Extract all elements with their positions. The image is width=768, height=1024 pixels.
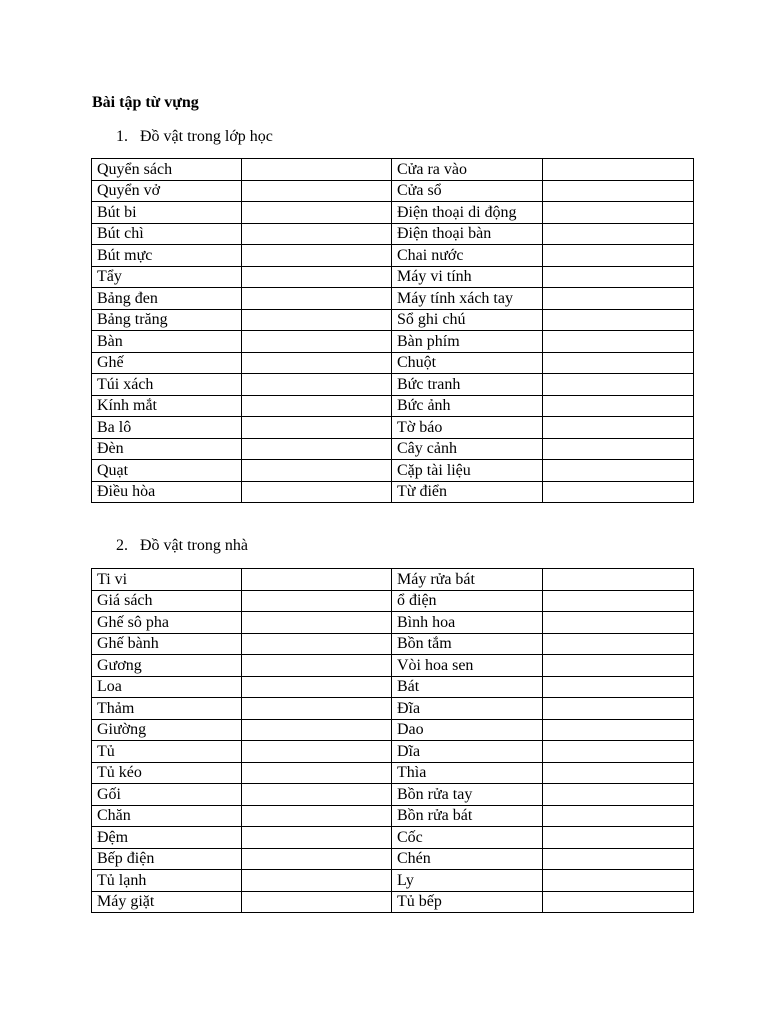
vocab-term-cell: Chăn <box>92 805 242 827</box>
vocab-term-cell: Từ điển <box>392 481 543 503</box>
table-row <box>92 698 694 720</box>
section-number: 2. <box>116 537 128 554</box>
answer-cell[interactable] <box>242 633 392 655</box>
table-row <box>92 481 694 503</box>
table-row <box>92 590 694 612</box>
answer-cell[interactable] <box>242 698 392 720</box>
vocab-term-cell: Thìa <box>392 762 543 784</box>
answer-cell[interactable] <box>543 719 694 741</box>
answer-cell[interactable] <box>543 569 694 591</box>
vocab-term-cell: Chai nước <box>392 245 543 267</box>
table-row <box>92 223 694 245</box>
vocab-term-cell: Cặp tài liệu <box>392 460 543 482</box>
vocab-term-cell: Quạt <box>92 460 242 482</box>
answer-cell[interactable] <box>242 309 392 331</box>
table-row <box>92 460 694 482</box>
vocab-term-cell: Túi xách <box>92 374 242 396</box>
vocab-term-cell: Điều hòa <box>92 481 242 503</box>
answer-cell[interactable] <box>242 805 392 827</box>
vocab-term-cell: Cửa ra vào <box>392 159 543 181</box>
vocab-term-cell: Bút chì <box>92 223 242 245</box>
answer-cell[interactable] <box>543 633 694 655</box>
vocab-table-home <box>91 568 694 913</box>
vocab-term-cell: Đèn <box>92 438 242 460</box>
vocab-term-cell: Quyển sách <box>92 159 242 181</box>
vocab-term-cell: Bình hoa <box>392 612 543 634</box>
document-title: Bài tập từ vựng <box>92 94 199 111</box>
vocab-term-cell: Gương <box>92 655 242 677</box>
answer-cell[interactable] <box>543 417 694 439</box>
answer-cell[interactable] <box>543 245 694 267</box>
vocab-term-cell: Bồn tắm <box>392 633 543 655</box>
vocab-term-cell: Bàn <box>92 331 242 353</box>
answer-cell[interactable] <box>543 438 694 460</box>
answer-cell[interactable] <box>543 309 694 331</box>
vocab-term-cell: Bếp điện <box>92 848 242 870</box>
answer-cell[interactable] <box>242 266 392 288</box>
vocab-term-cell: Bát <box>392 676 543 698</box>
vocab-term-cell: Ba lô <box>92 417 242 439</box>
answer-cell[interactable] <box>242 655 392 677</box>
vocab-term-cell: Dao <box>392 719 543 741</box>
answer-cell[interactable] <box>242 891 392 913</box>
table-row <box>92 741 694 763</box>
answer-cell[interactable] <box>242 590 392 612</box>
answer-cell[interactable] <box>543 655 694 677</box>
vocab-term-cell: Máy vi tính <box>392 266 543 288</box>
answer-cell[interactable] <box>543 288 694 310</box>
answer-cell[interactable] <box>242 870 392 892</box>
vocab-term-cell: Máy giặt <box>92 891 242 913</box>
table-row <box>92 848 694 870</box>
vocab-term-cell: Bảng trăng <box>92 309 242 331</box>
vocab-term-cell: Vòi hoa sen <box>392 655 543 677</box>
vocab-term-cell: Cây cảnh <box>392 438 543 460</box>
answer-cell[interactable] <box>543 159 694 181</box>
answer-cell[interactable] <box>242 288 392 310</box>
vocab-term-cell: Gối <box>92 784 242 806</box>
table-row <box>92 180 694 202</box>
answer-cell[interactable] <box>242 223 392 245</box>
vocab-term-cell: Bút mực <box>92 245 242 267</box>
table-row <box>92 438 694 460</box>
vocab-term-cell: Thảm <box>92 698 242 720</box>
section-heading-classroom <box>116 128 273 146</box>
vocab-term-cell: Bức tranh <box>392 374 543 396</box>
table-row <box>92 202 694 224</box>
vocab-term-cell: Giá sách <box>92 590 242 612</box>
table-row <box>92 266 694 288</box>
answer-cell[interactable] <box>543 223 694 245</box>
table-row <box>92 719 694 741</box>
answer-cell[interactable] <box>543 331 694 353</box>
vocab-term-cell: Chén <box>392 848 543 870</box>
answer-cell[interactable] <box>242 612 392 634</box>
vocab-term-cell: Chuột <box>392 352 543 374</box>
answer-cell[interactable] <box>543 202 694 224</box>
answer-cell[interactable] <box>543 848 694 870</box>
vocab-term-cell: Kính mắt <box>92 395 242 417</box>
vocab-term-cell: Đĩa <box>392 698 543 720</box>
vocab-term-cell: Bút bi <box>92 202 242 224</box>
answer-cell[interactable] <box>543 180 694 202</box>
answer-cell[interactable] <box>242 848 392 870</box>
vocab-term-cell: Cửa sổ <box>392 180 543 202</box>
section-title: Đồ vật trong nhà <box>140 537 248 554</box>
answer-cell[interactable] <box>543 590 694 612</box>
answer-cell[interactable] <box>543 676 694 698</box>
vocab-term-cell: Loa <box>92 676 242 698</box>
vocab-term-cell: ổ điện <box>392 590 543 612</box>
answer-cell[interactable] <box>543 395 694 417</box>
vocab-term-cell: Dĩa <box>392 741 543 763</box>
vocab-term-cell: Tủ kéo <box>92 762 242 784</box>
table-row <box>92 612 694 634</box>
answer-cell[interactable] <box>242 417 392 439</box>
vocab-term-cell: Bồn rửa tay <box>392 784 543 806</box>
vocab-term-cell: Giường <box>92 719 242 741</box>
vocab-term-cell: Sổ ghi chú <box>392 309 543 331</box>
answer-cell[interactable] <box>242 352 392 374</box>
vocab-term-cell: Điện thoại bàn <box>392 223 543 245</box>
answer-cell[interactable] <box>242 676 392 698</box>
answer-cell[interactable] <box>242 719 392 741</box>
answer-cell[interactable] <box>242 762 392 784</box>
table-row <box>92 891 694 913</box>
answer-cell[interactable] <box>242 159 392 181</box>
table-row <box>92 417 694 439</box>
table-row <box>92 676 694 698</box>
table-row <box>92 331 694 353</box>
table-row <box>92 352 694 374</box>
answer-cell[interactable] <box>242 180 392 202</box>
table-row <box>92 762 694 784</box>
answer-cell[interactable] <box>242 374 392 396</box>
answer-cell[interactable] <box>543 612 694 634</box>
answer-cell[interactable] <box>543 481 694 503</box>
table-row <box>92 784 694 806</box>
section-title: Đồ vật trong lớp học <box>140 128 273 145</box>
vocab-term-cell: Bức ảnh <box>392 395 543 417</box>
answer-cell[interactable] <box>242 331 392 353</box>
answer-cell[interactable] <box>543 827 694 849</box>
vocab-term-cell: Ghế bành <box>92 633 242 655</box>
table-row <box>92 633 694 655</box>
table-row <box>92 870 694 892</box>
vocab-term-cell: Cốc <box>392 827 543 849</box>
answer-cell[interactable] <box>543 460 694 482</box>
answer-cell[interactable] <box>242 438 392 460</box>
answer-cell[interactable] <box>242 245 392 267</box>
answer-cell[interactable] <box>543 805 694 827</box>
answer-cell[interactable] <box>543 762 694 784</box>
table-row <box>92 288 694 310</box>
table-row <box>92 805 694 827</box>
table-row <box>92 245 694 267</box>
vocab-term-cell: Tờ báo <box>392 417 543 439</box>
vocab-term-cell: Điện thoại di động <box>392 202 543 224</box>
answer-cell[interactable] <box>242 827 392 849</box>
vocab-term-cell: Tủ <box>92 741 242 763</box>
vocab-term-cell: Tẩy <box>92 266 242 288</box>
vocab-term-cell: Ghế <box>92 352 242 374</box>
answer-cell[interactable] <box>242 741 392 763</box>
vocab-term-cell: Bồn rửa bát <box>392 805 543 827</box>
answer-cell[interactable] <box>242 395 392 417</box>
vocab-term-cell: Tủ lạnh <box>92 870 242 892</box>
table-row <box>92 374 694 396</box>
answer-cell[interactable] <box>543 374 694 396</box>
answer-cell[interactable] <box>543 741 694 763</box>
table-row <box>92 827 694 849</box>
vocab-term-cell: Máy tính xách tay <box>392 288 543 310</box>
answer-cell[interactable] <box>543 352 694 374</box>
answer-cell[interactable] <box>242 784 392 806</box>
vocab-term-cell: Bàn phím <box>392 331 543 353</box>
table-row <box>92 159 694 181</box>
answer-cell[interactable] <box>543 266 694 288</box>
vocab-term-cell: Tủ bếp <box>392 891 543 913</box>
answer-cell[interactable] <box>543 784 694 806</box>
answer-cell[interactable] <box>242 569 392 591</box>
answer-cell[interactable] <box>242 481 392 503</box>
vocab-term-cell: Máy rửa bát <box>392 569 543 591</box>
vocab-table-classroom <box>91 158 694 503</box>
vocab-term-cell: Ly <box>392 870 543 892</box>
table-row <box>92 655 694 677</box>
answer-cell[interactable] <box>242 202 392 224</box>
table-row <box>92 395 694 417</box>
vocab-term-cell: Ghế sô pha <box>92 612 242 634</box>
answer-cell[interactable] <box>543 870 694 892</box>
vocab-term-cell: Bảng đen <box>92 288 242 310</box>
table-row <box>92 309 694 331</box>
answer-cell[interactable] <box>242 460 392 482</box>
vocab-term-cell: Ti vi <box>92 569 242 591</box>
table-row <box>92 569 694 591</box>
vocab-term-cell: Quyển vở <box>92 180 242 202</box>
section-number: 1. <box>116 128 128 145</box>
vocab-term-cell: Đệm <box>92 827 242 849</box>
section-heading-home <box>116 537 248 555</box>
answer-cell[interactable] <box>543 891 694 913</box>
answer-cell[interactable] <box>543 698 694 720</box>
